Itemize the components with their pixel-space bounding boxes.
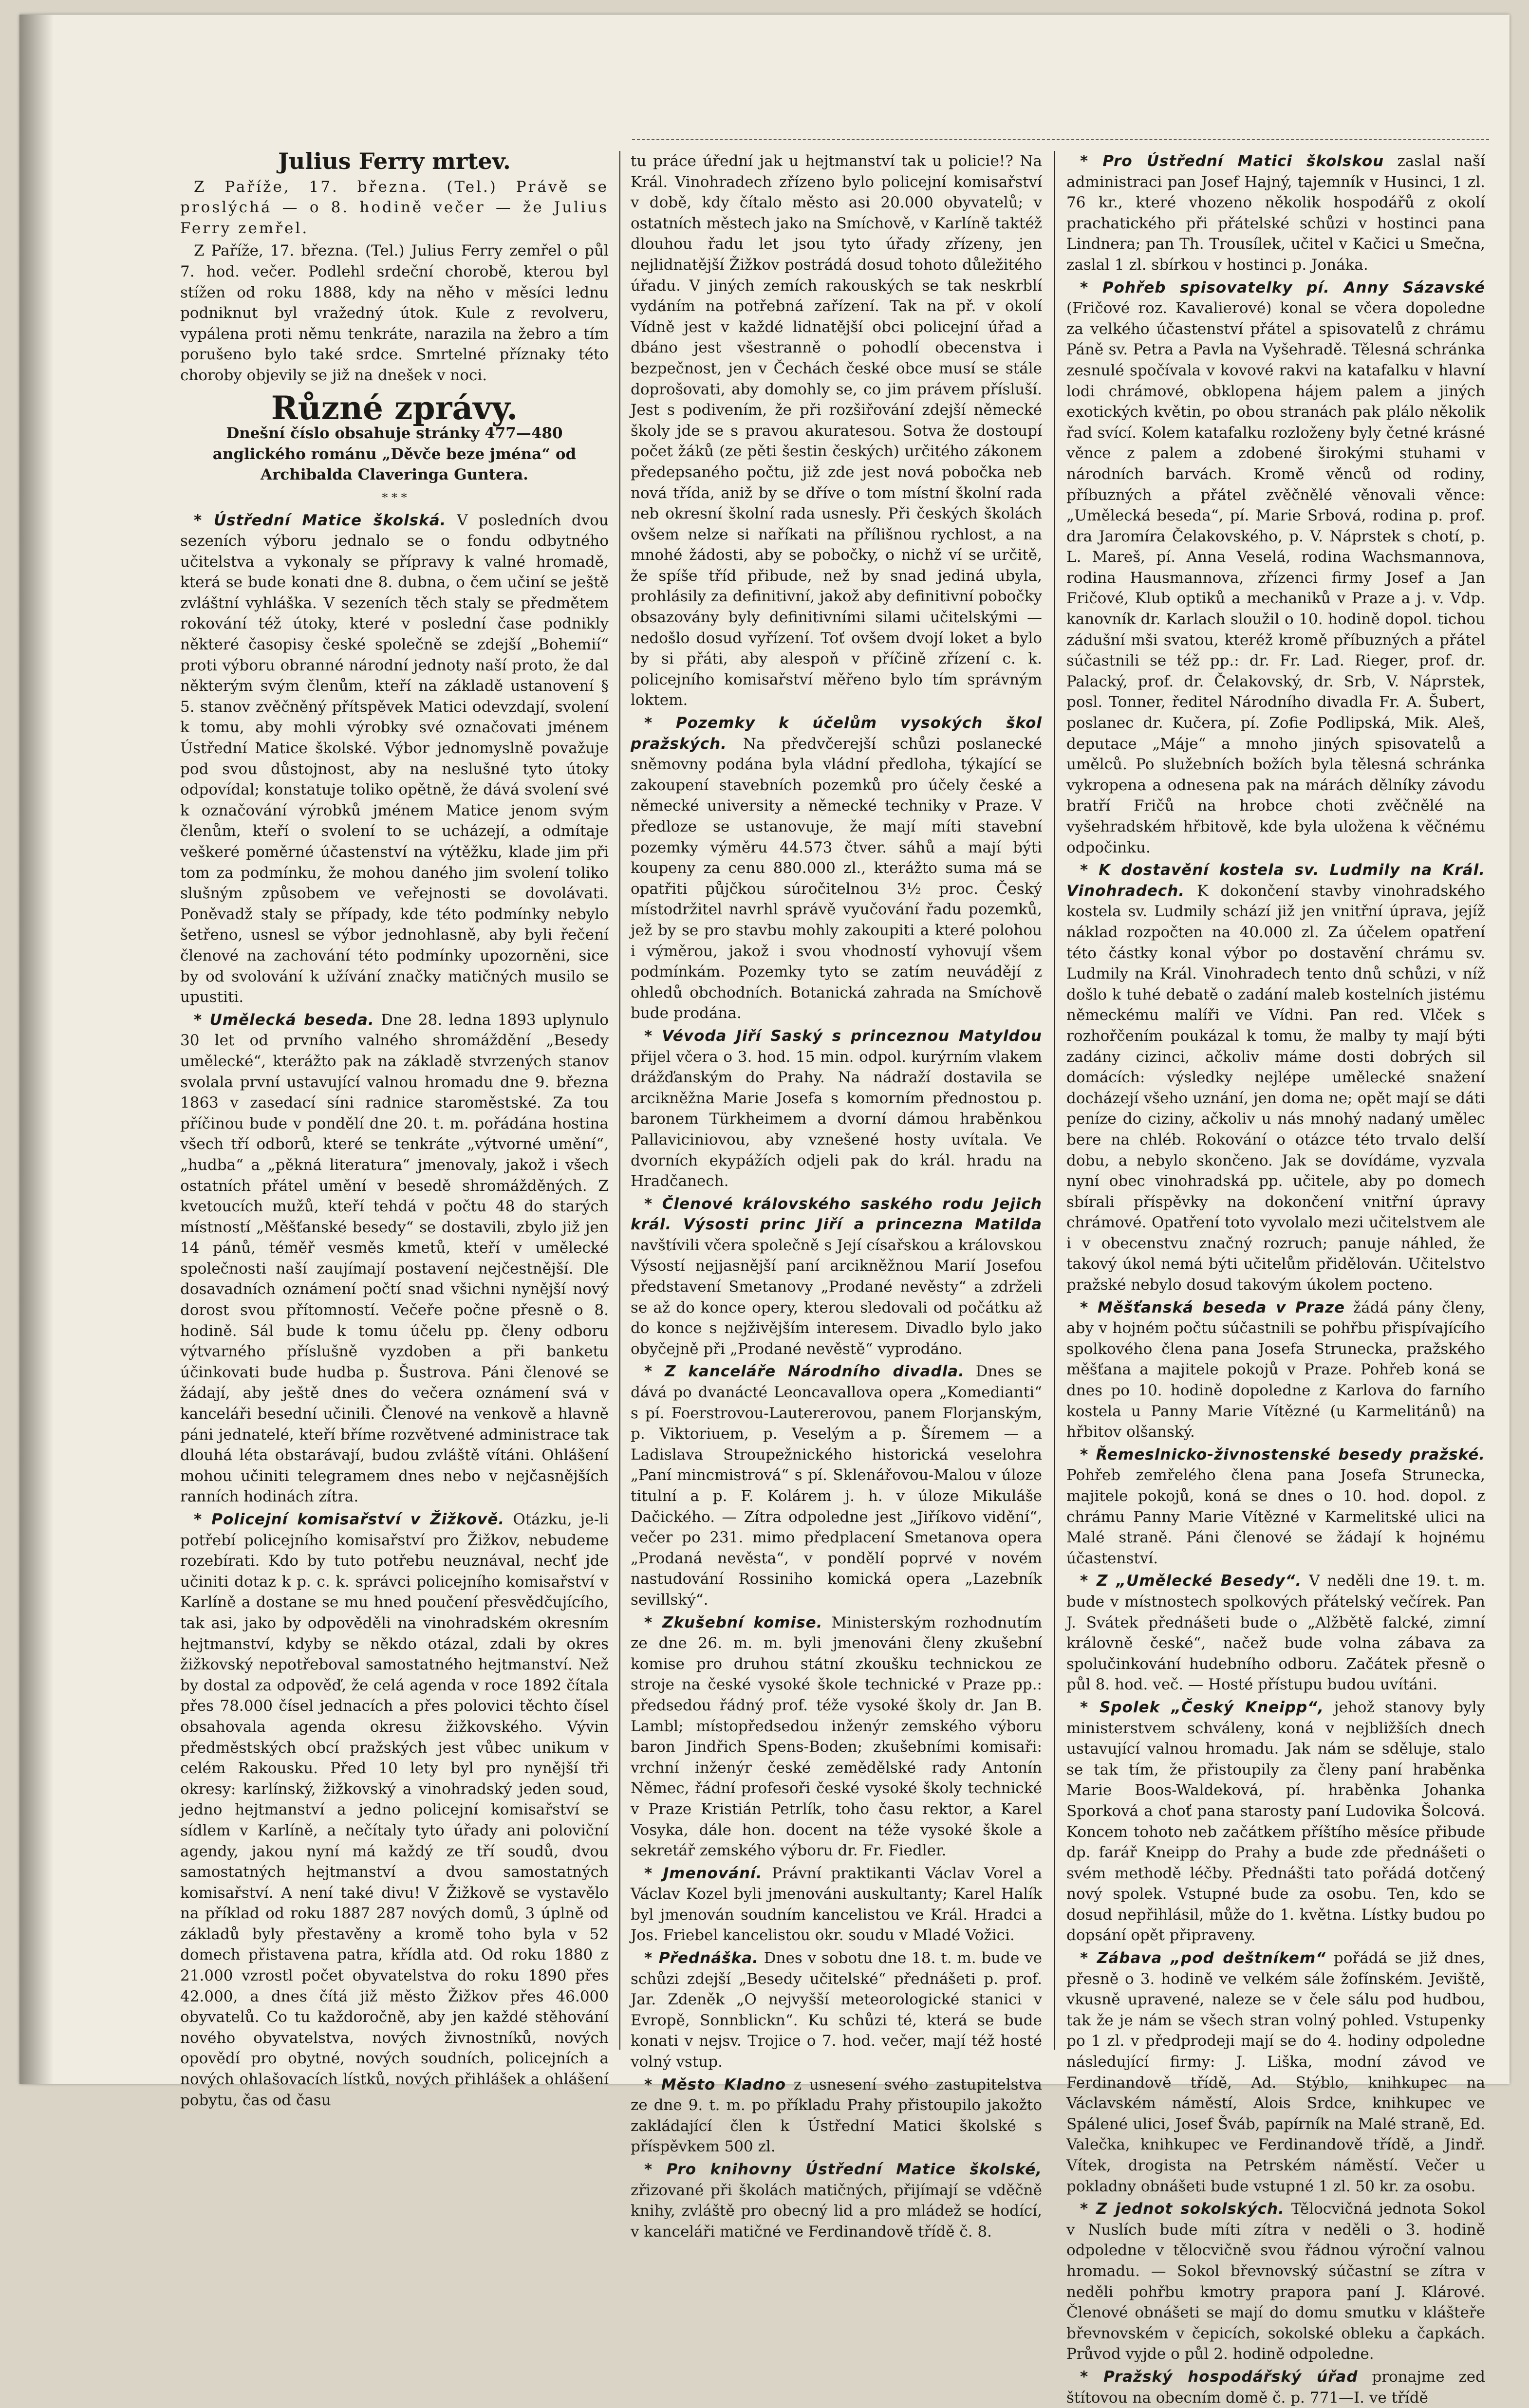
news-item (1066, 278, 1485, 858)
item-kicker: * Ústřední Matice školská. (194, 511, 447, 529)
newspaper-page (19, 15, 1510, 2407)
item-body: Dnes v sobotu dne 18. t. m. bude ve schůzi zdejší „Besedy učitelské“ přednášeti p. prof. Jar. Zdeněk „O nejvyšší meteorologické stanici v Evropě, Sonnblickn“. Ku schůzi té, která se bude konati v nejsv. Trojice o 7. hod. večer, mají též hosté volný vstup. (631, 1949, 1043, 2071)
news-item (180, 510, 609, 1008)
item-body: V neděli dne 19. t. m. bude v místnostech spolkových přátelský večírek. Pan J. Svátek přednášeti bude o „Alžbětě falcké, zimní královně české“, načež bude volna zábava za spolučinkování hudebního odboru. Začátek přesně o půl 8. hod. več. — Hosté přístupu budou uvítáni. (1066, 1572, 1485, 1694)
news-item (1066, 2367, 1485, 2408)
item-kicker: * Z „Umělecké Besedy“. (1080, 1572, 1302, 1590)
item-kicker: * Z kanceláře Národního divadla. (644, 1363, 965, 1381)
news-item (1066, 1445, 1485, 1569)
item-body: Právní praktikanti Václav Vorel a Václav Kozel byli jmenováni auskultanty; Karel Halík byl jmenován soudním kancelistou ve Král. Hradci a Jos. Friebel kancelistou okr. soudu v Mladé Vožici. (631, 1864, 1042, 1945)
news-item (631, 2075, 1042, 2157)
news-item (631, 1612, 1042, 1861)
column-rule-right (1054, 151, 1055, 2050)
news-item (180, 1010, 609, 1507)
item-body: V posledních dvou sezeních výboru jednalo se o fondu odbytného učitelstva a vykonaly se přípravy k valné hromadě, která se bude konati dne 8. dubna, o čem učiní se ještě zvláštní vyhláška. V sezeních těch staly se předmětem rokování též útoky, které v poslední čase podnikly některé časopisy české společně se zdejší „Bohemií“ proti výboru obranné národní jednoty naší proto, že dal některým svým členům, kteří na základě ustanovení § 5. stanov zvěčněný přítspěvek Matici odevzdají, svolení k tomu, aby mohli výrobky své označovati jménem Ústřední Matice školské. Výbor jednomyslně považuje pod svou důstojnost, aby na neslušné tyto útoky odpovídal; konstatuje toliko opětně, že dává svolení své k označování výrobků jménem Matice jenom svým členům, kteří o svolení to se ucházejí, a odmítaje veškeré poměrné účastenství na výtěžku, klade jim při tom za podmínku, že mohou daného jim svolení toliko slušným způsobem ve veřejnosti se dovolávati. Poněvadž staly se případy, kde této podmínky nebylo šetřeno, usnesl se výbor jednohlasně, aby byli řečení členové na zachování této podmínky upozorněni, sice by od svolování k užívání značky matičných musilo se upustiti. (180, 511, 609, 1006)
item-kicker: * Zábava „pod deštníkem“ (1080, 1949, 1326, 1967)
news-item (631, 2159, 1042, 2242)
item-kicker: * Přednáška. (644, 1949, 759, 1967)
column-rule-left (619, 151, 620, 2050)
item-kicker: * Pozemky k účelům vysokých škol pražských. (631, 714, 1042, 753)
item-kicker: * Z jednot sokolských. (1080, 2200, 1285, 2218)
item-body: K dokončení stavby vinohradského kostela sv. Ludmily schází již jen vnitřní úprava, jejíž náklad rozpočten na 40.000 zl. Za účelem opatření této částky konal výbor po dostavění chrámu sv. Ludmily na Král. Vinohradech tento dnů schůzi, v níž došlo k tuhé debatě o zadání maleb kostelních jistému německému malíři ve Vídni. Pan red. Vlček s rozhořčením poukázal k tomu, že malby ty mají býti zadány cizinci, ačkoliv máme dosti dobrých sil domácích: výsledky nejlépe umělecké snažení docházejí všeho uznání, jen doma ne; opět mají se dáti peníze do ciziny, ačkoliv u nás mnohý nadaný umělec bere na chléb. Rokování o otázce této trvalo delší dobu, a nebylo skončeno. Jak se dovídáme, vyzvala nyní obec vinohradská pp. učitele, aby po domech sbírali příspěvky na dokončení vnitřní úpravy chrámové. Opatření toto vyvolalo mezi učitelstvem ale i v obecenstvu značný rozruch; panuje náhled, že takový úkol nemá býti učitelům přidělován. Učitelstvo pražské nebylo dosud takovým úkolem pocteno. (1066, 882, 1485, 1294)
item-body: jehož stanovy byly ministerstvem schváleny, koná v nejbližších dnech ustavující valnou hromadu. Jak nám se sděluje, stalo se tak tím, že přistoupily za členy paní hraběnka Marie Boos-Waldeková, pí. hraběnka Johanka Sporková a choť pana starosty paní Ludovika Šolcová. Koncem tohoto neb začátkem příštího měsíce přibude dp. farář Kneipp do Prahy a bude zde přednášeti o svém methodě léčby. Přednášti tato pořádá dotčený nový spolek. Vstupné bude za osobu. Ten, kdo se dosud nepřihlásil, může do 1. května. Lístky budou po dopsání opět připraveny. (1066, 1698, 1485, 1945)
news-item (631, 1361, 1042, 1610)
news-item (1066, 1697, 1485, 1946)
news-paragraph: Z Paříže, 17. března. (Tel.) Právě se proslýchá — o 8. hodině večer — že Julius Ferry zemřel. (180, 178, 609, 237)
news-item (1066, 2199, 1485, 2365)
news-item (631, 713, 1042, 1024)
item-body: zaslal naší administraci pan Josef Hajný, tajemník v Husinci, 1 zl. 76 kr., které vhozeno několik hospodářů z okolí prachatického při přátelské schůzi v hostinci pana Lindnera; pan Th. Trousílek, učitel v Kačici u Smečna, zaslal 1 zl. sbírkou v hostinci p. Jonáka. (1066, 152, 1485, 274)
top-dashed-rule (632, 139, 1489, 140)
item-kicker: * Pro Ústřední Matici školskou (1080, 152, 1384, 170)
news-paragraph: Z Paříže, 17. března. (Tel.) Julius Ferry zemřel o půl 7. hod. večer. Podlehl srdeční chorobě, kterou byl stížen od roku 1888, kdy na něho v měsíci lednu podniknut byl vražedný útok. Kule z revolveru, vypálena proti němu tenkráte, narazila na žebro a tím porušeno bylo také srdce. Smrtelné příznaky této choroby objevily se již na dnešek v noci. (180, 242, 609, 384)
news-item (631, 1948, 1042, 2073)
item-kicker: * Zkušební komise. (644, 1613, 823, 1631)
section-divider: * * * (382, 490, 407, 504)
item-body: Dnes se dává po dvanácté Leoncavallova opera „Komedianti“ s pí. Foerstrovou-Lautererovou, panem Florjanským, p. Viktoriuem, p. Veselým a p. Šíremem — a Ladislava Stroupežnického historická veselohra „Paní mincmistrová“ s pí. Sklenářovou-Malou v úloze titulní a p. F. Kolárem j. h. v úloze Mikuláše Dačického. — Zítra odpoledne jest „Jiříkovo vidění“, večer po 231. mimo předplacení Smetanova opera „Prodaná nevěsta“, v pondělí poprvé v novém nastudování Rossiniho komická opera „Lazebník sevillský“. (631, 1363, 1042, 1609)
supplement-notice: Dnešní číslo obsahuje stránky 477—480 anglického románu „Děvče beze jména“ od Archibalda Claveringa Guntera. (212, 425, 577, 484)
item-body: z usnesení svého zastupitelstva ze dne 9. t. m. po příkladu Prahy přistoupilo jakožto zakládající člen k Ústřední Matici školské s příspěvkem 500 zl. (631, 2075, 1042, 2156)
news-item (631, 1863, 1042, 1946)
item-body: pořádá se již dnes, přesně o 3. hodině ve velkém sále žofínském. Jeviště, vkusně upravené, naleze se v čele sálu pod hudbou, tak že je nám se všech stran volný pohled. Vstupenky po 1 zl. v předprodeji mají se do 4. hodiny odpoledne následující firmy: J. Liška, modní závod ve Ferdinandově třídě, Ad. Stýblo, knihkupec na Václavském náměstí, Alois Srdce, knihkupec ve Spálené ulici, Josef Šváb, papírník na Malé straně, Ed. Valečka, knihkupec ve Ferdinandově třídě, a Jindř. Vítek, drogista na Petrském náměstí. Večer u pokladny obnášeti bude vstupné 1 zl. 50 kr. za osobu. (1066, 1949, 1485, 2195)
item-kicker: * Měšťanská beseda v Praze (1080, 1298, 1345, 1316)
news-item (1066, 860, 1485, 1295)
item-body: žádá pány členy, aby v hojném počtu súčastnili se pohřbu přispívajícího spolkového člena pana Josefa Strunecka, pražského měšťana a majitele pokojů v Praze. Pohřeb koná se dnes po 10. hodině dopoledne z Karlova do farního kostela u Panny Marie Vítězné (u Karmelitánů) na hřbitov olšanský. (1066, 1298, 1485, 1441)
column-2 (631, 151, 1043, 2241)
item-body: Ministerským rozhodnutím ze dne 26. m. m. byli jmenováni členy zkušební komise pro druhou státní zkoušku technickou ze stroje na české vysoké škole technické v Praze pp.: předsedou řádný prof. téže vysoké školy dr. Jan B. Lambl; místopředsedou inženýr zemského výboru baron Jindřich Spens-Boden; zkušebními komisaři: vrchní inženýr české zemědělské rady Antonín Němec, řádní profesoři české vysoké školy technické v Praze Kristián Petrlík, toho času rektor, a Karel Vosyka, dále hon. docent na téže vysoké škole a sekretář zemského výboru dr. Fr. Fiedler. (631, 1613, 1042, 1860)
item-body: Na předvčerejší schůzi poslanecké sněmovny podána byla vládní předloha, týkající se zakoupení stavebních pozemků pro účely české a německé university a německé techniky v Praze. V předloze se ustanovuje, že mají míti stavební pozemky výměru 44.573 čtver. sáhů a mají býti koupeny za cenu 880.000 zl., kterážto suma má se opatřiti půjčkou súročitelnou 3½ proc. Český místodržitel navrhl správě vyučování řadu pozemků, jež by se pro stavbu mohly zakoupiti a které polohou i výměrou, jakož i svou vhodností vyhovují všem podmínkám. Pozemky tyto se zatím neuvádějí z ohledů obchodních. Botanická zahrada na Smíchově bude prodána. (631, 735, 1042, 1022)
item-kicker: * Pro knihovny Ústřední Matice školské, (644, 2161, 1042, 2178)
item-body: Tělocvičná jednota Sokol v Nuslích bude míti zítra v neděli o 3. hodině odpoledne v tělocvičně svou řádnou výroční valnou hromadu. — Sokol břevnovský súčastní se zítra v neděli pohřbu kmotry prapora paní J. Klárové. Členové obnášeti se mají do domu smutku v klášteře břevnovském v čepicích, sokolské obleku a čapkách. Průvod vyjde o půl 2. hodině odpoledne. (1066, 2200, 1485, 2363)
item-body: zřizované při školách matičných, přijímají se vděčně knihy, zvláště pro obecný lid a pro mládež se hodící, v kanceláři matičné ve Ferdinandově třídě č. 8. (631, 2181, 1042, 2241)
item-body: Dne 28. ledna 1893 uplynulo 30 let od prvního valného shromáždění „Besedy umělecké“, kterážto pak na základě stvrzených stanov svolala první ustavující valnou hromadu dne 9. března 1863 v zasedací síni radnice staroměstské. Za tou příčinou bude v pondělí dne 20. t. m. pořádána hostina všech tří odborů, které se tenkráte „výtvorné umění“, „hudba“ a „pěkná literatura“ jmenovaly, jakož i všech ostatních přátel umění v besedě shromážděných. Z kvetoucích mužů, kteří tehdá v počtu 48 do starých místností „Měšťanské besedy“ se dostavili, zbylo již jen 14 pánů, téměř vesměs kmetů, kteří v umělecké společnosti naší zaujímají postavení nejčestnější. Dle dosavadních oznámení počtí snad všichni nynější nový dorost svou přítomností. Večeře počne přesně o 8. hodině. Sál bude k tomu účelu pp. členy odboru výtvarného příslušně vyzdoben a při banketu účinkovati bude hudba p. Šustrova. Páni členové se žádají, aby ještě dnes do večera oznámení svá v kanceláři besední učinili. Členové na venkově a hlavně páni jednatelé, kteří bříme rozvětvené administrace tak dlouhá léta obstarávají, budou zvláště vítáni. Ohlášení mohou učiniti telegramem dnes nebo v nejčasnějších ranních hodinách zítra. (180, 1011, 609, 1506)
news-item (631, 1194, 1042, 1360)
item-kicker: * Pražský hospodářský úřad (1080, 2368, 1358, 2386)
item-body: přijel včera o 3. hod. 15 min. odpol. kurýrním vlakem drážďanským do Prahy. Na nádraží dostavila se arcikněžna Marie Josefa s komorním přednostou p. baronem Türkheimem a dvorní dámou hraběnkou Pallaviciniovou, aby vznešené hosty uvítala. Ve dvorních ekypážích odjeli pak do král. hradu na Hradčanech. (631, 1048, 1042, 1190)
news-item (1066, 1297, 1485, 1443)
news-item (1066, 1571, 1485, 1695)
item-body: navštívili včera společně s Její císařskou a královskou Výsostí nejjasnější paní arcikněžnou Marií Josefou představení Smetanovy „Prodané nevěsty“ a zdrželi se až do konce opery, kterou sledovali od počátku až do konce s nejživějším interesem. Divadlo bylo jako obyčejně při „Prodané nevěstě“ vyprodáno. (631, 1236, 1042, 1358)
item-kicker: * Vévoda Jiří Saský s princeznou Matyldou (644, 1027, 1042, 1045)
item-body: pronajme zed štítovou na obecním domě č. p. 771—I. ve třídě (1066, 2368, 1486, 2407)
binding-shadow (19, 15, 54, 2084)
column-1 (180, 148, 609, 2109)
item-body: (Fričové roz. Kavalierové) konal se včera dopoledne za velkého účastenství přátel a spisovatelů z chrámu Páně sv. Petra a Pavla na Vyšehradě. Tělesná schránka zesnulé spočívala v kovové rakvi na katafalku v hlavní lodi chrámové, obklopena hájem palem a jiných exotických květin, po obou stranách pak plálo několik řad svící. Kolem katafalku rozloženy byly četné krásné věnce z palem a zdobené širokými stuhami v národních barvách. Kromě věnců od rodiny, příbuzných a přátel zvěčnělé věnovali věnce: „Umělecká beseda“, pí. Marie Srbová, rodina p. prof. dra Jaromíra Čelakovského, p. V. Náprstek s chotí, p. L. Mareš, pí. Anna Veselá, rodina Wachsmannova, rodina Hausmannova, zřízenci firmy Josef a Jan Fričové, Klub optiků a mechaniků v Praze a j. v. Vdp. kanovník dr. Karlach sloužil o 10. hodině dopol. tichou zádušní mši svatou, kteréž kromě příbuzných a přátel súčastnili se též pp.: dr. Fr. Lad. Rieger, prof. dr. Palacký, prof. dr. Čelakovský, dr. Srb, V. Náprstek, posl. Tonner, ředitel Národního divadla Fr. A. Šubert, poslanec dr. Kučera, pí. Zofie Podlipská, Mik. Aleš, deputace „Máje“ a mnoho jiných spisovatelů a umělců. Po služebních božích byla tělesná schránka vykropena a odnesena pak na márách dělníky závodu bratří Fričů na hrobce choti zvěčnělé na vyšehradském hřbitově, kde byla uložena k věčnému odpočinku. (1066, 299, 1485, 856)
item-kicker: * K dostavění kostela sv. Ludmily na Král. Vinohradech. (1066, 861, 1485, 900)
news-item (1066, 1948, 1485, 2197)
news-item (631, 1026, 1042, 1192)
item-kicker: * Umělecká beseda. (194, 1011, 374, 1029)
item-kicker: * Jmenování. (644, 1864, 763, 1882)
column-3 (1066, 151, 1486, 2407)
item-body: Otázku, je-li potřebí policejního komisařství pro Žižkov, nebudeme rozebírati. Kdo by tuto potřebu neuznával, nechť jde učiniti dotaz k p. c. k. správci policejního komisařství v Karlíně a dostane se mu hned poučení přesvědčujícího, tak asi, jako by odpověděli na vinohradském okresním hejtmanství, kdyby se někdo otázal, zdali by okres žižkovský nepotřeboval samostatného hejtmanství. Než by dostal za odpověď, že celá agenda v roce 1892 čítala přes 78.000 čísel jednacích a přes polovici těchto čísel obsahovala agenda okresu žižkovského. Vývin předměstských obcí pražských jest vůbec unikum v celém Rakousku. Před 10 lety byl pro nynější tři okresy: karlínský, žižkovský a vinohradský jeden soud, jedno hejtmanství a jedno policejní komisařství se sídlem v Karlíně, a nečítaly tyto úřady ani poloviční agendy, jakou nyní má každý ze tří soudů, dvou samostatných hejtmanství a dvou samostatných komisařství. A není také divu! V Žižkově se vystavělo na příklad od roku 1887 287 nových domů, 3 úplně od základů byly přestavěny a kromě toho byla v 52 domech přistavena patra, křídla atd. Od roku 1880 z 21.000 vzrostl počet obyvatelstva do roku 1890 přes 42.000, a dnes čítá již město Žižkov přes 46.000 obyvatelů. Co tu každoročně, aby jen každé stěhování nového obyvatelstva, nových živnostníků, nových opovědí pro obytné, nových soudních, policejních a nových ohlašovacích lístků, nových přihlášek a ohlášení pobytu, čas od času (180, 1511, 609, 2109)
item-body: Pohřeb zemřelého člena pana Josefa Strunecka, majitele pokojů, koná se dnes o 10. hod. dopol. z chrámu Panny Marie Vítězné v Karmelitské ulici na Malé straně. Páni členové se žádají k hojnému účastenství. (1066, 1466, 1485, 1567)
item-kicker: * Pohřeb spisovatelky pí. Anny Sázavské (1080, 278, 1485, 296)
news-item (180, 1509, 609, 2111)
item-kicker: * Policejní komisařství v Žižkově. (194, 1511, 505, 1528)
news-paragraph: tu práce úřední jak u hejtmanství tak u policie!? Na Král. Vinohradech zřízeno bylo policejní komisařství v době, kdy čítalo město asi 20.000 obyvatelů; v ostatních městech jako na Smíchově, v Karlíně taktéž dlouhou řadu let jsou tyto úřady zřízeny, jen nejlidnatější Žižkov postrádá dosud tohoto důležitého úřadu. V jiných zemích rakouských se tak neskrblí vydáním na potřebná zařízení. Tak na př. v okolí Vídně jest v každé lidnatější obci policejní úřad a dbáno jest všestranně o pohodlí obecenstva i bezpečnost, jen v Čechách české obce musí se stále doprošovati, aby domohly se, co jim právem přísluší. Jest s podivením, že při rozšiřování zdejší německé školy jde se s pravou akuratesou. Sotva že dostoupí počet žáků (ze pěti šestin českých) určitého zákonem předepsaného počtu, již zde jest nová pobočka neb nová třída, aniž by se dříve o tom místní školní rada neb okresní školní rada usnesly. Při českých školách ovšem nelze si naříkati na přílišnou rychlost, a na mnohé žádosti, aby se pobočky, o nichž ví se určitě, že spíše tříd přibude, než by snad jediná ubyla, prohlásily za definitivní, jakož aby definitivní pobočky obsazovány byly definitivními silami učitelskými — nedošlo dosud vyřízení. Toť ovšem dvojí loket a bylo by si přáti, aby alespoň v příčině zřízení c. k. policejního komisařství měřeno bylo tím správným loktem. (631, 152, 1042, 709)
item-kicker: * Členové královského saského rodu Jejich král. Výsosti princ Jiří a princezna Matilda (631, 1195, 1042, 1234)
item-kicker: * Spolek „Český Kneipp“, (1080, 1698, 1324, 1716)
headline-ferry: Julius Ferry mrtev. (278, 148, 511, 174)
item-kicker: * Řemeslnicko-živnostenské besedy pražské. (1080, 1445, 1485, 1463)
section-title: Různé zprávy. (271, 389, 518, 427)
item-kicker: * Město Kladno (644, 2075, 786, 2093)
news-item (1066, 151, 1485, 276)
